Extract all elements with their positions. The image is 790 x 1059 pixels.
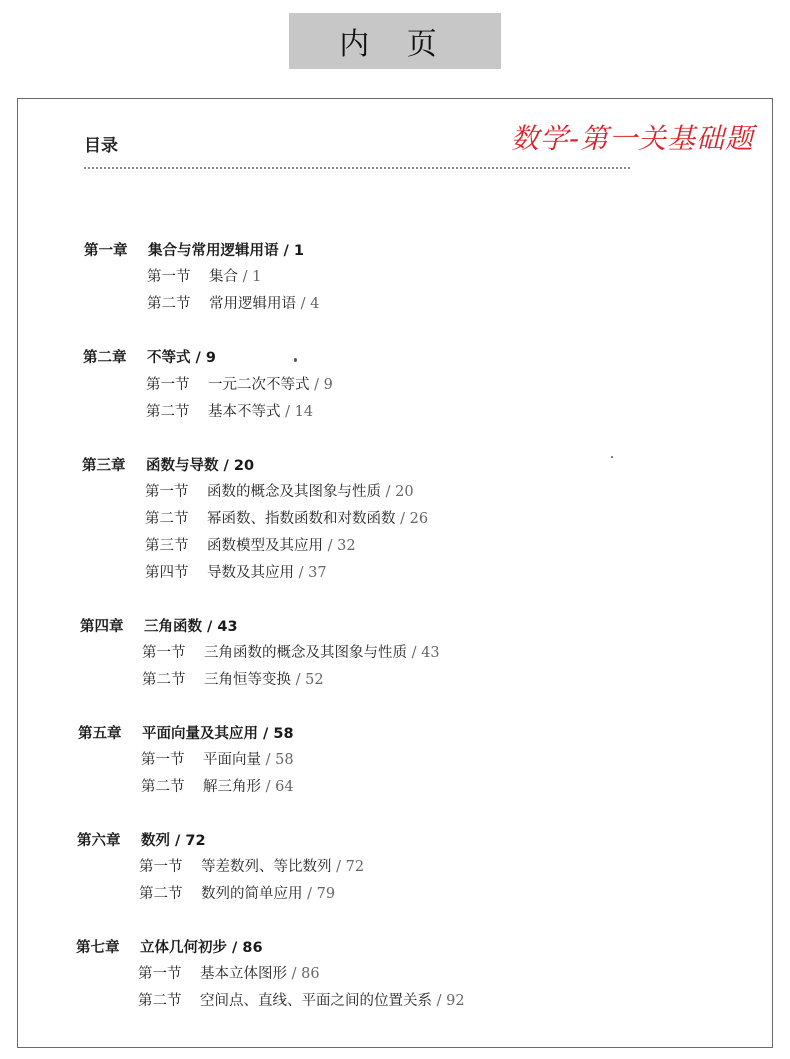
- chapter-heading: [77, 829, 206, 850]
- print-speck: [611, 456, 613, 458]
- chapter-title: 平面向量及其应用 / 58: [142, 726, 294, 742]
- section-title: 等差数列、等比数列: [201, 859, 332, 875]
- chapter-title: 三角函数 / 43: [144, 619, 238, 635]
- chapter-heading: [78, 722, 294, 743]
- section-item: [147, 292, 319, 313]
- section-number: 第二节: [138, 993, 182, 1009]
- chapter-heading: [84, 239, 304, 260]
- print-speck: [294, 358, 297, 362]
- section-page: / 72: [331, 859, 365, 875]
- section-item: [146, 400, 313, 421]
- chapter-number: 第六章: [77, 833, 121, 849]
- section-number: 第二节: [141, 779, 185, 795]
- section-title: 平面向量: [203, 752, 261, 768]
- chapter-title: 函数与导数 / 20: [146, 458, 255, 474]
- chapter-number: 第七章: [76, 940, 120, 956]
- section-number: 第一节: [139, 859, 183, 875]
- chapter-title: 数列 / 72: [141, 833, 206, 849]
- section-title: 基本不等式: [208, 404, 281, 420]
- chapter-number: 第五章: [78, 726, 122, 742]
- section-number: 第一节: [141, 752, 185, 768]
- dotted-divider: [84, 167, 630, 169]
- chapter-title: 不等式 / 9: [147, 350, 216, 366]
- section-page: / 37: [294, 565, 327, 581]
- section-number: 第一节: [146, 377, 190, 393]
- section-number: 第三节: [145, 538, 189, 554]
- section-item: [145, 480, 414, 501]
- section-title: 数列的简单应用: [201, 886, 303, 902]
- section-item: [145, 507, 428, 528]
- section-number: 第一节: [138, 966, 182, 982]
- section-page: / 92: [432, 993, 465, 1009]
- section-page: / 43: [407, 645, 440, 661]
- section-page: / 1: [238, 269, 262, 285]
- section-title: 函数模型及其应用: [207, 538, 323, 554]
- chapter-number: 第三章: [82, 458, 126, 474]
- section-item: [139, 855, 364, 876]
- section-item: [138, 989, 465, 1010]
- section-title: 空间点、直线、平面之间的位置关系: [200, 993, 432, 1009]
- section-number: 第一节: [147, 269, 191, 285]
- section-number: 第二节: [145, 511, 189, 527]
- section-page: / 86: [287, 966, 320, 982]
- chapter-heading: [83, 346, 216, 367]
- section-item: [138, 962, 320, 983]
- chapter-title: 集合与常用逻辑用语 / 1: [148, 243, 304, 259]
- chapter-number: 第二章: [83, 350, 127, 366]
- section-title: 基本立体图形: [200, 966, 287, 982]
- section-page: / 64: [261, 779, 294, 795]
- section-page: / 32: [323, 538, 356, 554]
- section-title: 三角恒等变换: [204, 672, 291, 688]
- toc-heading: 目录: [84, 136, 118, 156]
- section-item: [141, 748, 294, 769]
- section-title: 解三角形: [203, 779, 261, 795]
- section-page: / 14: [280, 404, 314, 420]
- chapter-number: 第一章: [84, 243, 128, 259]
- section-title: 导数及其应用: [207, 565, 294, 581]
- section-title: 常用逻辑用语: [209, 296, 296, 312]
- chapter-heading: [80, 615, 238, 636]
- section-number: 第一节: [142, 645, 186, 661]
- chapter-number: 第四章: [80, 619, 124, 635]
- section-title: 三角函数的概念及其图象与性质: [204, 645, 407, 661]
- section-number: 第二节: [147, 296, 191, 312]
- chapter-heading: [82, 454, 254, 475]
- section-item: [145, 561, 327, 582]
- section-number: 第二节: [142, 672, 186, 688]
- section-item: [142, 668, 324, 689]
- section-page: / 9: [309, 377, 333, 393]
- section-title: 函数的概念及其图象与性质: [207, 484, 381, 500]
- chapter-title: 立体几何初步 / 86: [140, 940, 263, 956]
- section-number: 第二节: [139, 886, 183, 902]
- section-title: 集合: [209, 269, 238, 285]
- section-page: / 52: [291, 672, 324, 688]
- book-title: 数学-第一关基础题: [510, 122, 754, 155]
- section-item: [145, 534, 356, 555]
- section-page: / 26: [395, 511, 429, 527]
- section-page: / 20: [381, 484, 414, 500]
- inner-page-banner: [289, 13, 501, 69]
- section-title: 一元二次不等式: [208, 377, 310, 393]
- banner-title: 内 页: [339, 27, 451, 62]
- section-number: 第四节: [145, 565, 189, 581]
- section-page: / 58: [261, 752, 294, 768]
- section-item: [147, 265, 261, 286]
- section-item: [146, 373, 333, 394]
- section-item: [139, 882, 335, 903]
- section-item: [142, 641, 440, 662]
- section-number: 第二节: [146, 404, 190, 420]
- chapter-heading: [76, 936, 263, 957]
- section-page: / 4: [296, 296, 320, 312]
- section-number: 第一节: [145, 484, 189, 500]
- section-page: / 79: [302, 886, 336, 902]
- section-item: [141, 775, 294, 796]
- section-title: 幂函数、指数函数和对数函数: [207, 511, 396, 527]
